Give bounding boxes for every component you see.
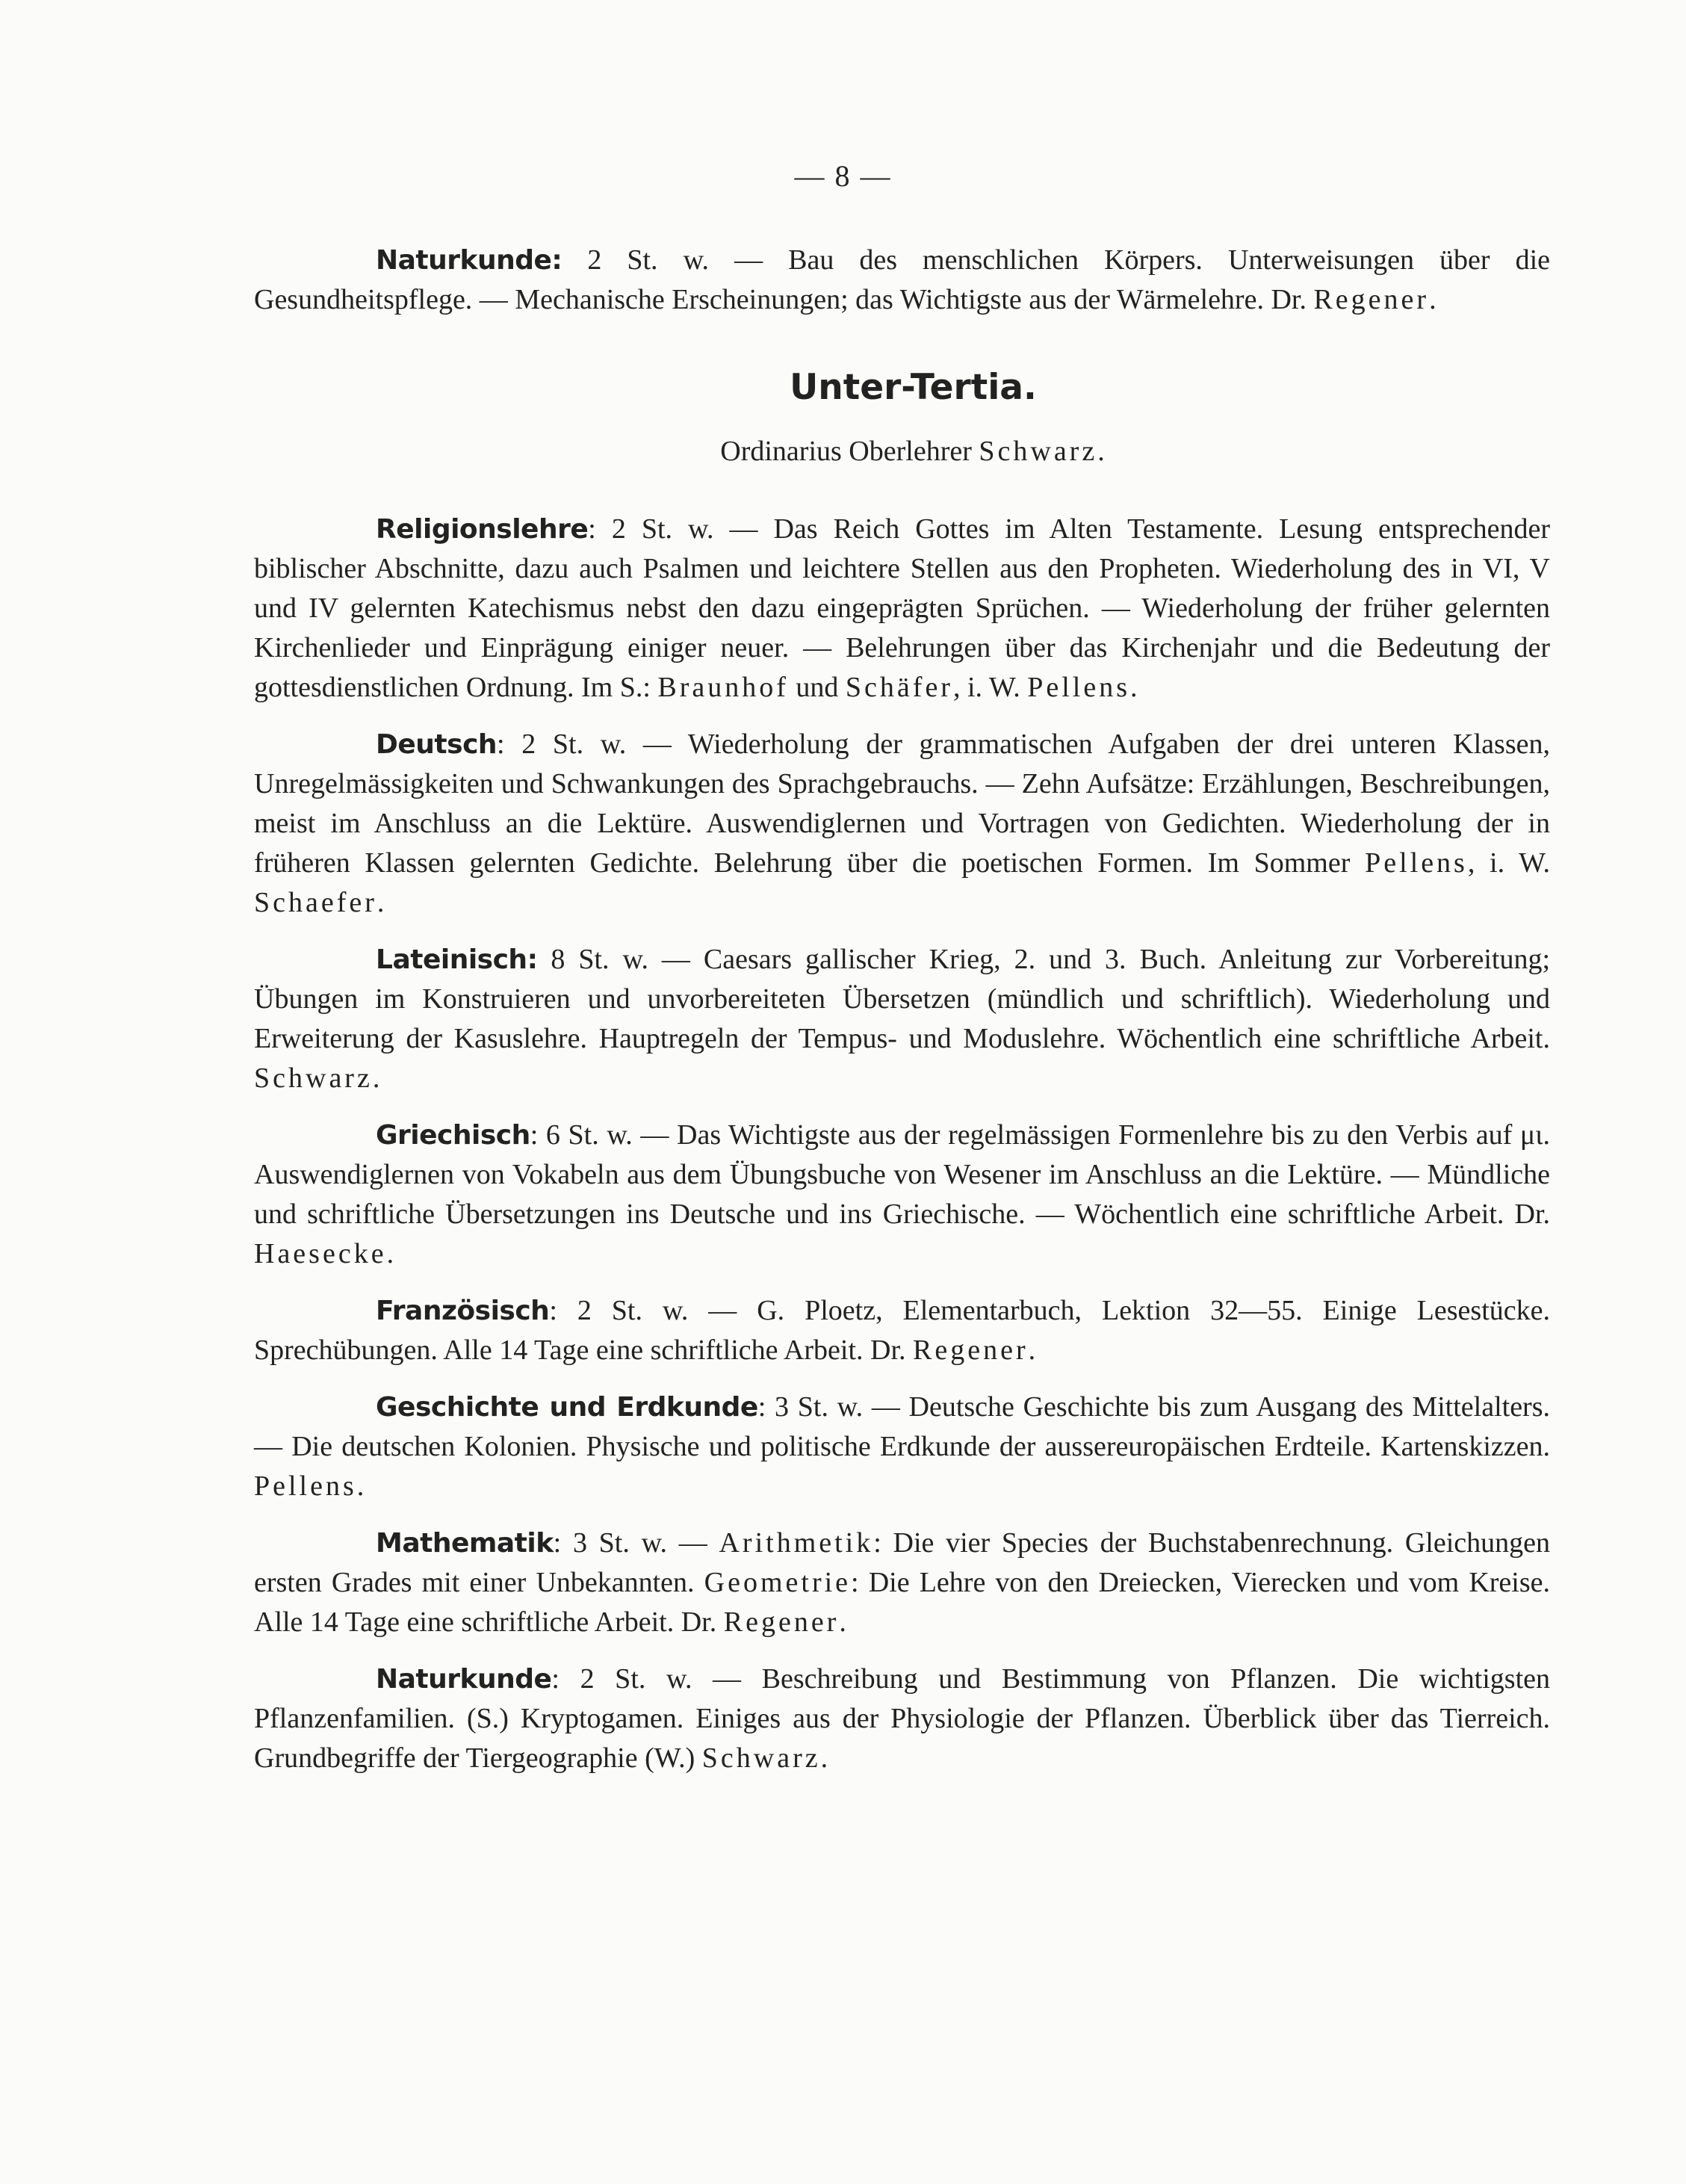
paragraph-mathematik [254,1523,1550,1642]
paragraph-text: : 2 St. w. — Beschreibung und Bestimmung von Pflanzen. Die wichtigsten Pflanzenfamilien. (S.) Kryptogamen. Einiges aus der Physiologie der Pflanzen. Überblick über das Tierreich. Grundbegriffe der Tiergeographie (W.) [254,1663,1550,1774]
paragraph-text: : Die Lehre von den Dreiecken, Vierecken und vom Kreise. Alle 14 Tage eine schriftliche Arbeit. Dr. [254,1567,1551,1638]
paragraph-naturkunde [254,1659,1550,1778]
paragraph-text: , i. W. [952,672,1028,703]
topic-label: Geometrie [704,1567,852,1598]
teacher-name: Haesecke [254,1238,387,1269]
page-content [254,241,1550,1778]
teacher-name: Schwarz [254,1062,373,1094]
paragraph-franzoesisch [254,1291,1550,1370]
teacher-name: Schwarz [979,436,1098,467]
subject-heading: Französisch [376,1296,550,1326]
subject-heading: Griechisch [376,1120,530,1151]
paragraph-text: und [788,672,846,703]
subject-heading: Religionslehre [376,514,589,545]
teacher-name: Regener [723,1606,840,1638]
paragraph-griechisch [254,1116,1550,1274]
paragraph-text: . [372,1062,380,1094]
paragraph-text: : 6 St. w. — Das Wichtigste aus der regelmässigen Formenlehre bis zu den Verbis auf μι. Auswendiglernen von Vokabeln aus dem Übungsbuche von Wesener im Anschluss an die Lektüre. — Mündliche und schriftliche Übersetzungen ins Deutsche und ins Griechische. — Wöchentlich eine schriftliche Arbeit. Dr. [254,1119,1550,1230]
paragraph-text: 8 St. w. — Caesars gallischer Krieg, 2. und 3. Buch. Anleitung zur Vorbereitung; Übungen im Konstruieren und unvorbereiteten Übersetzen (mündlich und schriftlich). Wiederholung und Erweiterung der Kasuslehre. Hauptregeln der Tempus- und Moduslehre. Wöchentlich eine schriftliche Arbeit. [254,944,1550,1054]
paragraph-text: . [386,1238,394,1269]
paragraph-text: , i. W. [1467,847,1550,879]
teacher-name: Braunhof [657,672,789,703]
ordinarius-line [254,435,1550,468]
teacher-name: Pellens [1365,847,1468,879]
subject-heading: Geschichte und Erdkunde [376,1392,758,1423]
page-number: — 8 — [794,159,892,193]
teacher-name: Schaefer [254,887,377,918]
subject-heading: Deutsch [376,729,498,760]
class-heading: Unter-Tertia. [790,367,1037,408]
paragraph-text: : 3 St. w. — Deutsche Geschichte bis zum Ausgang des Mittelalters. — Die deutschen Kolonien. Physische und politische Erdkunde der aussereuropäischen Erdteile. Kartenskizzen. [254,1391,1550,1462]
subject-heading: Naturkunde [376,1664,552,1695]
paragraph-religionslehre [254,510,1550,708]
paragraph-text: . [376,887,385,918]
paragraph-text: . [820,1742,828,1774]
teacher-name: Regener [1313,284,1430,315]
paragraph-text: : 2 St. w. — G. Ploetz, Elementarbuch, Lektion 32—55. Einige Lesestücke. Sprechübungen. Alle 14 Tage eine schriftliche Arbeit. Dr. [254,1295,1550,1366]
ordinarius-label: Ordinarius Oberlehrer [720,436,979,467]
paragraph-lateinisch [254,940,1550,1098]
paragraph-text: : Die vier Species der Buchstabenrechnung. Gleichungen ersten Grades mit einer Unbekannten. [254,1527,1550,1598]
paragraph-text: . [839,1606,846,1638]
paragraph-text: 2 St. w. — Bau des menschlichen Körpers. Unterweisungen über die Gesundheitspflege. — Mechanische Erscheinungen; das Wichtigste aus der Wärmelehre. Dr. [254,244,1550,315]
paragraph-text: . [1028,1334,1036,1366]
paragraph-naturkunde-prev [254,241,1550,320]
paragraph-text: . [1429,284,1436,315]
paragraph-text: . [1130,672,1138,703]
teacher-name: Pellens [254,1470,357,1502]
subject-heading: Naturkunde: [376,245,562,276]
paragraph-geschichte-erdkunde [254,1388,1550,1506]
teacher-name: Schäfer [845,672,953,703]
paragraph-text: : 2 St. w. — Das Reich Gottes im Alten Testamente. Lesung entsprechender biblischer Abschnitte, dazu auch Psalmen und leichtere Stellen aus den Propheten. Wiederholung des in VI, V und IV gelernten Katechismus nebst den dazu eingeprägten Sprüchen. — Wiederholung der früher gelernten Kirchenlieder und Einprägung einiger neuer. — Belehrungen über das Kirchenjahr und die Bedeutung der gottesdienstlichen Ordnung. Im S.: [254,513,1550,703]
subject-heading: Mathematik [376,1528,554,1559]
paragraph-text: . [1097,436,1105,467]
paragraph-deutsch [254,725,1550,923]
paragraph-text: : 2 St. w. — Wiederholung der grammatischen Aufgaben der drei unteren Klassen, Unregelmässigkeiten und Schwankungen des Sprachgebrauchs. — Zehn Aufsätze: Erzählungen, Beschreibungen, meist im Anschluss an die Lektüre. Auswendiglernen und Vortragen von Gedichten. Wiederholung der in früheren Klassen gelernten Gedichte. Belehrung über die poetischen Formen. Im Sommer [254,728,1550,879]
subject-heading: Lateinisch: [376,944,538,975]
teacher-name: Regener [913,1334,1029,1366]
topic-label: Arithmetik [719,1527,874,1559]
paragraph-text: : 3 St. w. — [553,1527,719,1559]
paragraph-text: . [356,1470,365,1502]
teacher-name: Pellens [1027,672,1130,703]
teacher-name: Schwarz [701,1742,821,1774]
